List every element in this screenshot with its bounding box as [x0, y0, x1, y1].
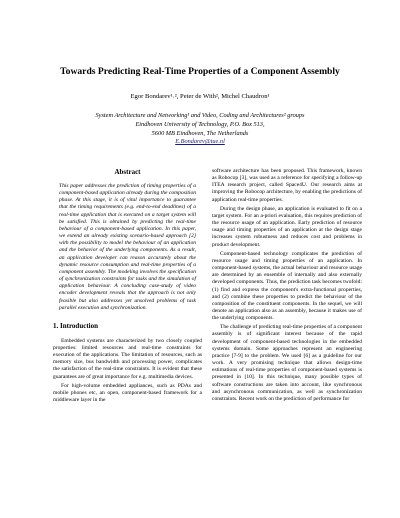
- abstract-heading: Abstract: [114, 168, 141, 176]
- affiliation-line: 5600 MB Eindhoven, The Netherlands: [151, 129, 249, 137]
- paper-authors: Egor Bondarev¹˒², Peter de With², Michel Chaudron¹: [130, 93, 270, 100]
- author-email-link[interactable]: E.Bondarev@tue.nl: [175, 138, 225, 146]
- body-paragraph: During the design phase, an application is evaluated to fit on a target system. For an a-priori evaluation, this requires prediction of the resource usage of an application. Early prediction of resource usage and timing properties of an application at the design stage increases system robustness and reduces cost and problems in product development.: [212, 205, 362, 248]
- body-paragraph: Component-based technology complicates the prediction of resource usage and timing properties of an application. In component-based systems, the actual behaviour and resource usage are determined by an ensemble of internally and also externally developed components. Thus, the prediction task becomes twofold: (1) find and express the component's extra-functional properties, and (2) combine these properties to predict the behaviour of the composition of the constituent components. In the sequel, we will denote an application also as an assembly, because it makes use of the underlying components.: [212, 250, 362, 322]
- intro-paragraph: Embedded systems are characterized by two closely coupled properties: limited resources and real-time constraints for execution of the applications. The limitation of resources, such as memory size, bus bandwidth and processing power, complicates the satisfaction of the real-time constraints. It is evident that these guarantees are of great importance for e.g. multimedia devices.: [53, 337, 202, 380]
- intro-paragraph: For high-volume embedded appliances, such as PDAs and mobile phones etc, an open, component-based framework for a middleware layer in the: [53, 382, 202, 404]
- affiliation-line: System Architecture and Networking¹ and Video, Coding and Architectures² groups: [95, 112, 305, 119]
- body-paragraph: The challenge of predicting real-time properties of a component assembly is of significant interest because of the rapid development of component-based technologies in the embedded systems domain. Some approaches represent an engineering practice [7-9] to the problem. We used [6] as a guideline for our work. A very promising technique that allows design-time estimations of real-time properties of component-based systems is presented in [10]. In this technique, many possible types of software constructions are taken into account, like synchronous and asynchronous communication, as well as synchronization constraints. Recent work on the prediction of performance for: [212, 324, 363, 402]
- affiliation-line: Eindhoven University of Technology, P.O. Box 513,: [135, 120, 265, 128]
- section-heading-introduction: 1. Introduction: [53, 321, 98, 330]
- left-column: [53, 168, 202, 406]
- abstract-text: This paper addresses the prediction of timing properties of a component-based application already during the composition phase. At this stage, it is of vital importance to guarantee that the timing requirements (e.g. end-to-end deadlines) of a real-time application that is executed on a target system will be satisfied. This is obtained by predicting the real-time behaviour of a component-based application. In this paper, we extend an already existing scenario-based approach [2] with the possibility to model the behaviour of an application and the behavior of the underlying components. As a result, an application developer can reason accurately about the dynamic resource consumption and real-time properties of a component assembly. The modeling involves the specification of synchronization constraints for tasks and the simulation of application behaviour. A concluding case-study of video encoder development reveals that the approach is not only feasible but also addresses yet unsolved problems of task parallel execution and synchronization.: [59, 183, 196, 311]
- author-affiliation: [40, 112, 360, 147]
- body-paragraph: software architecture has been proposed. This framework, known as Robocop [3], was used as a reference for specifying a follow-up ITEA research project, called Space4U. Our research aims at improving the Robocop architecture, by enabling the predictions of application real-time properties.: [212, 168, 362, 203]
- paper-title: Towards Predicting Real-Time Properties of a Component Assembly: [60, 66, 340, 77]
- right-column: [212, 168, 362, 405]
